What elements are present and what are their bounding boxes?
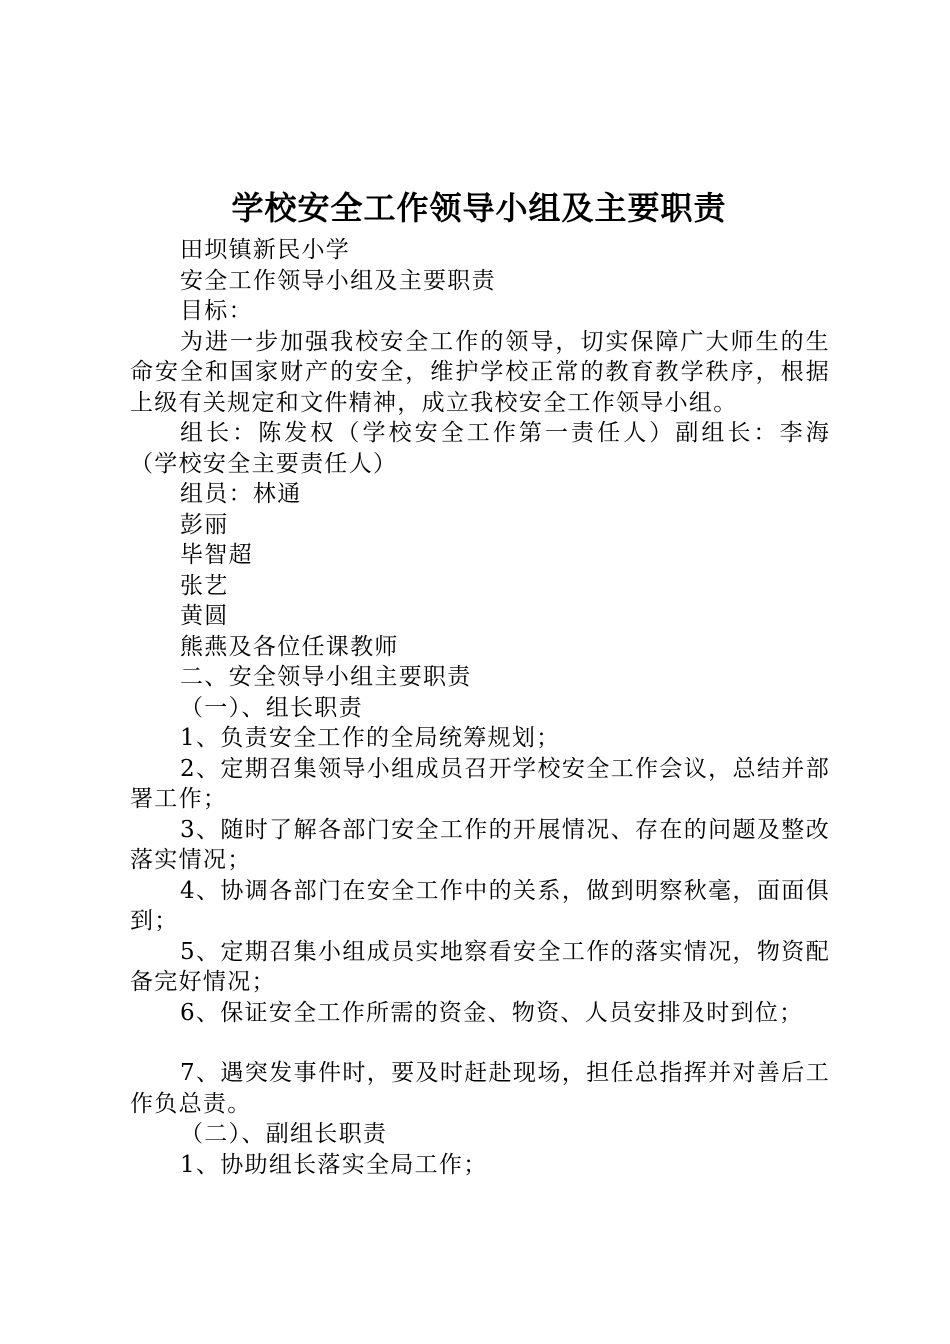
subsection-heading: （一）、组长职责 bbox=[180, 694, 363, 721]
member-line: 黄圆 bbox=[180, 603, 229, 629]
duty-item: 1、协助组长落实全局工作； bbox=[180, 1151, 488, 1178]
duty-item: 1、负责安全工作的全局统筹规划； bbox=[180, 725, 561, 751]
member-line: 熊燕及各位任课教师 bbox=[180, 633, 399, 660]
member-line: 组员：林通 bbox=[180, 481, 302, 507]
document-body bbox=[130, 235, 830, 1180]
member-line: 毕智超 bbox=[180, 542, 253, 568]
document-title: 学校安全工作领导小组及主要职责 bbox=[231, 189, 727, 227]
member-line: 张艺 bbox=[180, 572, 229, 599]
goal-paragraph: 为进一步加强我校安全工作的领导，切实保障广大师生的生命安全和国家财产的安全，维护学校正常的教育教学秩序，根据上级有关规定和文件精神，成立我校安全工作领导小组。 bbox=[130, 328, 830, 416]
duty-item: 7、遇突发事件时，要及时赶赴现场，担任总指挥并对善后工作负总责。 bbox=[130, 1060, 830, 1117]
duty-item: 4、协调各部门在安全工作中的关系，做到明察秋毫，面面俱到； bbox=[130, 877, 830, 934]
duty-item: 2、定期召集领导小组成员召开学校安全工作会议，总结并部署工作； bbox=[130, 755, 830, 812]
subtitle: 安全工作领导小组及主要职责 bbox=[180, 267, 496, 294]
school-name: 田坝镇新民小学 bbox=[180, 237, 351, 263]
section-heading: 二、安全领导小组主要职责 bbox=[180, 664, 472, 690]
goal-heading: 目标： bbox=[180, 298, 253, 324]
duty-item: 6、保证安全工作所需的资金、物资、人员安排及时到位； bbox=[180, 999, 804, 1026]
member-line: 彭丽 bbox=[180, 511, 229, 538]
subsection-heading: （二）、副组长职责 bbox=[180, 1121, 388, 1147]
duty-item: 3、随时了解各部门安全工作的开展情况、存在的问题及整改落实情况； bbox=[130, 816, 830, 873]
leader-paragraph: 组长：陈发权（学校安全工作第一责任人）副组长：李海（学校安全主要责任人） bbox=[130, 420, 830, 477]
duty-item: 5、定期召集小组成员实地察看安全工作的落实情况，物资配备完好情况； bbox=[130, 938, 830, 995]
